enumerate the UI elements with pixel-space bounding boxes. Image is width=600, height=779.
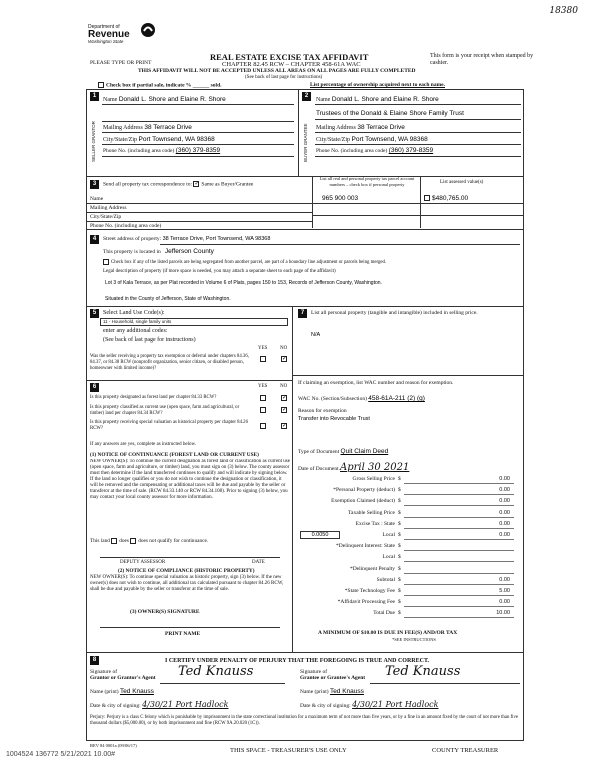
- totals-label: *Delinquent Interest: State: [336, 543, 395, 550]
- buyer-phone-row: Phone No. (including area code) (360) 379-8359: [316, 147, 434, 154]
- totals-label: Exemption Claimed (deduct): [331, 498, 395, 505]
- totals-label: Subtotal: [376, 576, 395, 583]
- grantor-signature: Ted Knauss: [178, 664, 254, 679]
- corner-number: 18380: [549, 6, 578, 16]
- sec6-yes-header: YES: [258, 384, 268, 389]
- totals-line: [404, 573, 514, 574]
- historic-body: NEW OWNER(S): To continue special valuation as historic property, sign (3) below. If the new owner(s) does not wish to continue, all additional tax calculated pursuant to chapter 84.26 RCW, shall be due and payable by the seller or transferor at the time of sale.: [90, 575, 284, 592]
- section-4-badge: 4: [90, 235, 99, 244]
- grantee-date: 4/30/21 Port Hadlock: [352, 700, 439, 709]
- dollar-sign: $: [398, 554, 401, 561]
- does-checkbox[interactable]: [111, 538, 117, 544]
- revenue-logo: Department of Revenue Washington State: [88, 24, 158, 44]
- same-as-checkbox[interactable]: ✓: [194, 181, 200, 187]
- land-qualify-row: This land does does not qualify for continuance.: [90, 538, 209, 545]
- totals-label: *Personal Property (deduct): [333, 487, 395, 494]
- sec5-yes-header: YES: [258, 346, 268, 351]
- totals-label: *Affidavit Processing Fee: [337, 599, 395, 606]
- dollar-sign: $: [398, 576, 401, 583]
- dollar-sign: $: [398, 487, 401, 494]
- doc-type: Quit Claim Deed: [340, 448, 389, 455]
- form-title: REAL ESTATE EXCISE TAX AFFIDAVIT: [210, 52, 369, 62]
- totals-line: [404, 528, 514, 529]
- buyer-mail-row: Mailing Address 38 Terrace Drive: [316, 124, 405, 131]
- rev-code: REV 84 0001a (09/06/17): [90, 743, 137, 748]
- list-percentage-note: List percentage of ownership acquired next to each name.: [310, 82, 445, 88]
- sec6-q2: Is this property classified as current use (open space, farm and agricultural, or timber) land per chapter 84.34 RCW?: [90, 405, 240, 416]
- county-treasurer: COUNTY TREASURER: [432, 747, 499, 754]
- buyer-name-line-2: Trustees of the Donald & Elaine Shore Family Trust: [316, 110, 464, 117]
- sec3-name-label: Name: [90, 196, 104, 202]
- sec6-q1: Is this property designated as forest land per chapter 84.33 RCW?: [90, 395, 217, 400]
- deputy-assessor-label: DEPUTY ASSESSOR: [120, 560, 166, 565]
- sec5-see-back: (See back of last page for instructions): [103, 337, 196, 343]
- chapter-line: CHAPTER 82.45 RCW – CHAPTER 458-61A WAC: [222, 61, 361, 68]
- totals-value: 0.00: [499, 520, 510, 527]
- seller-phone: (360) 379-8359: [175, 147, 221, 154]
- continuance-body: NEW OWNER(S): To continue the current designation as forest land or classification as current use (open space, farm and agriculture, or timber) land, you must sign on (3) below. The county assessor must then determine if the land transferred continues to qualify and will indicate by signing below. If the land no longer qualifies or you do not wish to continue the designation or classification, it will be removed and the compensating or additional taxes will be due and payable by the seller or transferor at the time of sale. (RCW 84.33.140 or RCW 84.34.108). Prior to signing (3) below, you may contact your local county assessor for more information.: [90, 459, 290, 500]
- totals-label: Local: [382, 554, 395, 561]
- dollar-sign: $: [398, 476, 401, 482]
- legal-line-2: Situated in the County of Jefferson, State of Washington.: [105, 296, 231, 302]
- grantor-sig-label: Signature of Grantor or Grantor's Agent: [90, 669, 156, 681]
- section-6-badge: 6: [90, 383, 99, 392]
- buyer-city-row: City/State/Zip Port Townsend, WA 98368: [316, 136, 428, 143]
- dollar-sign: $: [398, 509, 401, 516]
- sec5-question: Was the seller receiving a property tax exemption or deferral under chapters 84.36, 84.37, or 84.38 RCW (nonprofit organization, senior citizen, or disabled person, homeowner with limited income)?: [90, 354, 249, 371]
- sec6-q3-no[interactable]: ✓: [282, 423, 288, 429]
- historic-title: (2) NOTICE OF COMPLIANCE (HISTORIC PROPERTY): [118, 568, 255, 574]
- street-address: 38 Terrace Drive, Port Townsend, WA 98368: [162, 236, 271, 242]
- personal-property-text: List all personal property (tangible and intangible) included in selling price.: [311, 310, 478, 316]
- dollar-sign: $: [398, 610, 401, 617]
- owner-signature-label: (3) OWNER(S) SIGNATURE: [130, 609, 200, 615]
- please-type: PLEASE TYPE OR PRINT: [90, 60, 152, 66]
- receipt-note: This form is your receipt when stamped by cashier.: [430, 53, 534, 66]
- totals-label: Local: [382, 532, 395, 538]
- grantee-name-row: Name (print) Ted Knauss: [300, 688, 364, 695]
- dollar-sign: $: [398, 565, 401, 572]
- grantor-name-row: Name (print) Ted Knauss: [90, 688, 154, 695]
- send-correspondence-row: Send all property tax correspondence to: ✓ Same as Buyer/Grantee: [103, 181, 254, 188]
- totals-value: 0.00: [499, 487, 510, 494]
- located-row: This property is located in Jefferson County: [103, 248, 214, 255]
- seller-name-row: Name Donald L. Shore and Elaine R. Shore: [103, 96, 226, 103]
- sec6-q2-no[interactable]: ✓: [282, 407, 288, 413]
- section-7-badge: 7: [298, 309, 307, 318]
- reason-value: Transfer into Revocable Trust: [298, 416, 370, 422]
- buyer-side-label: BUYER GRANTEE: [303, 123, 308, 162]
- continuance-title: (1) NOTICE OF CONTINUANCE (FOREST LAND OR CURRENT USE): [90, 452, 259, 458]
- buyer-phone: (360) 379-8359: [388, 147, 434, 154]
- seller-mail: 38 Terrace Drive: [144, 124, 192, 131]
- totals-line: [404, 595, 514, 596]
- section-3-badge: 3: [90, 180, 99, 189]
- land-use-label: Select Land Use Code(s):: [103, 310, 165, 316]
- totals-line: [404, 584, 514, 585]
- recording-stamp: 1004524 136772 5/21/2021 10.00#: [6, 751, 115, 758]
- sec6-q3-yes[interactable]: [260, 423, 268, 429]
- dollar-sign: $: [398, 588, 401, 594]
- perjury-notice: Perjury: Perjury is a class C felony which is punishable by imprisonment in the state correctional institution for a maximum term of not more than five years, or by a fine in an amount fixed by the court of not more than five thousand dollars ($5,000.00), or by both imprisonment and fine (RCW 9A.20.020 (1C)).: [90, 715, 519, 726]
- dollar-sign: $: [398, 543, 401, 550]
- sec5-yes-checkbox[interactable]: [260, 356, 268, 362]
- legal-line-1: Lot 3 of Kala Terrace, as per Plat recorded in Volume 6 of Plats, pages 150 to 153, Records of Jefferson County, Washington.: [105, 280, 382, 286]
- sec5-no-header: NO: [280, 346, 288, 351]
- totals-line: [404, 617, 514, 618]
- totals-value: 0.00: [499, 509, 510, 516]
- totals-line: [404, 606, 514, 607]
- seller-city-row: City/State/Zip Port Townsend, WA 98368: [103, 136, 215, 143]
- reason-label: Reason for exemption: [298, 408, 347, 414]
- totals-line: [404, 539, 514, 540]
- wac-row: WAC No. (Section/Subsection) 458-61A-211 (2) (g): [298, 395, 425, 402]
- sec6-q1-no[interactable]: ✓: [282, 395, 288, 401]
- dollar-sign: $: [398, 599, 401, 606]
- seller-name: Donald L. Shore and Elaine R. Shore: [118, 96, 226, 103]
- totals-label: Excise Tax : State: [355, 520, 395, 527]
- sec6-q2-yes[interactable]: [260, 407, 268, 413]
- partial-sale-checkbox-row[interactable]: Check box if partial sale, indicate % ______ sold.: [98, 82, 222, 88]
- totals-line: [404, 561, 514, 562]
- seller-mail-row: Mailing Address 38 Terrace Drive: [103, 124, 192, 131]
- sec3-phone-label: Phone No. (including area code): [90, 223, 162, 229]
- does-not-checkbox[interactable]: [130, 538, 136, 544]
- logo-mark-icon: [140, 22, 156, 38]
- grantor-name: Ted Knauss: [119, 688, 154, 695]
- totals-value: 0.00: [499, 599, 510, 606]
- dollar-sign: $: [398, 532, 401, 538]
- grantee-name: Ted Knauss: [329, 688, 364, 695]
- sec3-mail-label: Mailing Address: [90, 205, 127, 211]
- doc-date-row: Date of Document April 30 2021: [298, 462, 410, 473]
- dollar-sign: $: [398, 498, 401, 505]
- totals-label: Total Due: [373, 610, 395, 617]
- grantor-date: 4/30/21 Port Hadlock: [142, 700, 229, 709]
- county: Jefferson County: [164, 248, 214, 255]
- sec6-no-header: NO: [280, 384, 288, 389]
- totals-label: *Delinquent Penalty: [349, 565, 395, 572]
- land-use-select[interactable]: 11 - Household, single family units: [100, 318, 288, 326]
- personal-property-value: N/A: [311, 332, 321, 338]
- sec6-q3: Is this property receiving special valuation as historical property per chapter 84.26 RCW?: [90, 420, 248, 431]
- seller-city: Port Townsend, WA 98368: [138, 136, 215, 143]
- sec5-no-checkbox[interactable]: ✓: [282, 356, 288, 362]
- seller-phone-row: Phone No. (including area code) (360) 379-8359: [103, 147, 221, 154]
- see-back-note: (See back of last page for instructions): [245, 75, 323, 80]
- totals-line: [404, 550, 514, 551]
- grantee-date-row: Date & city of signing: 4/30/21 Port Hadlock: [300, 700, 439, 709]
- assessed-value: $480,765.00: [424, 195, 468, 202]
- buyer-name-row: Name Donald L. Shore and Elaine R. Shore: [316, 96, 439, 103]
- seller-side-label: SELLER GRANTOR: [91, 121, 96, 162]
- see-instructions: *SEE INSTRUCTIONS: [392, 637, 436, 642]
- deputy-date-label: DATE: [252, 560, 265, 565]
- totals-line: [404, 483, 514, 484]
- sec6-q1-yes[interactable]: [260, 395, 268, 401]
- totals-value: 0.00: [499, 532, 510, 538]
- segregation-checkbox-row[interactable]: Check box if any of the listed parcels are being segregated from another parcel, are part of a boundary line adjustment or parcels being merged.: [103, 259, 386, 265]
- grantee-sig-label: Signature of Grantee or Grantee's Agent: [300, 669, 366, 681]
- totals-value: 0.00: [499, 498, 510, 505]
- section-1-badge: 1: [90, 92, 99, 101]
- if-any-yes: If any answers are yes, complete as instructed below.: [90, 442, 197, 447]
- totals-value: 0.00: [499, 576, 510, 583]
- totals-value: 0.00: [499, 476, 510, 482]
- certify-statement: I CERTIFY UNDER PENALTY OF PERJURY THAT THE FOREGOING IS TRUE AND CORRECT.: [165, 658, 430, 664]
- buyer-mail: 38 Terrace Drive: [357, 124, 405, 131]
- doc-date: April 30 2021: [340, 462, 410, 473]
- legal-label: Legal description of property (if more space is needed, you may attach a separate sheet to each page of the affidavit): [103, 269, 336, 274]
- totals-label: *State Technology Fee: [344, 588, 395, 594]
- street-row: Street address of property: 38 Terrace Drive, Port Townsend, WA 98368: [103, 236, 271, 242]
- section-5-badge: 5: [90, 309, 99, 318]
- claim-exemption-text: If claiming an exemption, list WAC number and reason for exemption.: [298, 380, 454, 386]
- not-accepted-notice: THIS AFFIDAVIT WILL NOT BE ACCEPTED UNLESS ALL AREAS ON ALL PAGES ARE FULLY COMPLETED: [138, 68, 416, 74]
- assessed-header: List assessed value(s): [440, 180, 484, 185]
- totals-label: Taxable Selling Price: [348, 509, 395, 516]
- treasurer-space: THIS SPACE - TREASURER'S USE ONLY: [230, 747, 347, 754]
- totals-label: Gross Selling Price: [352, 476, 395, 482]
- totals-value: 10.00: [496, 610, 510, 617]
- grantor-date-row: Date & city of signing: 4/30/21 Port Hadlock: [90, 700, 229, 709]
- section-2-badge: 2: [302, 92, 311, 101]
- sec3-city-label: City/State/Zip: [90, 214, 122, 220]
- dollar-sign: $: [398, 520, 401, 527]
- grantee-signature: Ted Knauss: [385, 664, 461, 679]
- totals-value: 5.00: [499, 588, 510, 594]
- wac-number: 458-61A-211 (2) (g): [368, 395, 425, 402]
- section-8-badge: 8: [90, 656, 99, 665]
- minimum-due: A MINIMUM OF $10.00 IS DUE IN FEE(S) AND/OR TAX: [318, 630, 458, 636]
- parcel-header: List all real and personal property tax parcel account numbers – check box if personal property: [319, 176, 415, 187]
- parcel-number: 965 900 003: [322, 195, 359, 202]
- buyer-name: Donald L. Shore and Elaine R. Shore: [331, 96, 439, 103]
- totals-line: [404, 517, 514, 518]
- buyer-city: Port Townsend, WA 98368: [351, 136, 428, 143]
- totals-line: [404, 494, 514, 495]
- doc-type-row: Type of Document Quit Claim Deed: [298, 448, 389, 455]
- local-rate-box[interactable]: 0.0050: [300, 531, 340, 539]
- additional-codes-label: enter any additional codes:: [103, 328, 168, 334]
- totals-line: [404, 505, 514, 506]
- print-name-label: PRINT NAME: [165, 631, 201, 637]
